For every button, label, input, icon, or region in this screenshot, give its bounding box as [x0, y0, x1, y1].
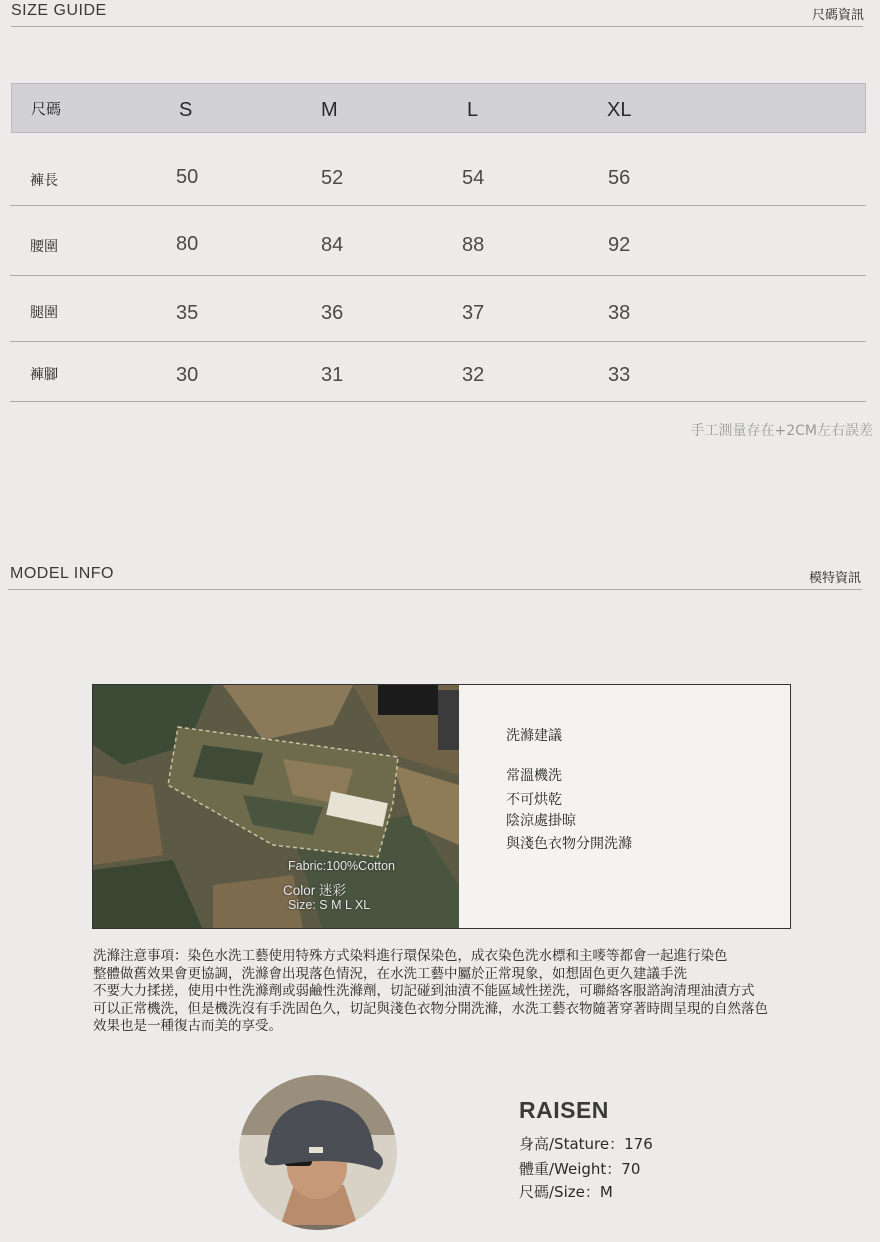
row-label-waist: 腰圍 [30, 239, 58, 255]
wash-guide-box [92, 684, 791, 929]
model-size: 尺碼/Size：M [519, 1183, 613, 1201]
header-size-m: M [321, 99, 338, 121]
table-cell: 37 [462, 302, 485, 324]
row-divider [10, 341, 866, 342]
care-line: 效果也是一種復古而美的享受。 [93, 1018, 282, 1034]
size-guide-title: SIZE GUIDE [11, 2, 107, 19]
table-cell: 54 [462, 167, 485, 189]
color-label: Color 迷彩 [283, 883, 347, 898]
wash-item: 常溫機洗 [506, 768, 562, 784]
table-cell: 50 [176, 166, 199, 188]
table-cell: 56 [608, 167, 631, 189]
fabric-label: Fabric:100%Cotton [288, 859, 396, 873]
table-cell: 52 [321, 167, 344, 189]
model-avatar [239, 1075, 397, 1230]
model-info-title-cn: 模特資訊 [808, 571, 861, 586]
table-cell: 33 [608, 364, 631, 386]
size-table-header [11, 83, 866, 133]
row-divider [10, 275, 866, 276]
wash-item: 不可烘乾 [506, 792, 562, 808]
table-cell: 35 [176, 302, 199, 324]
table-cell: 31 [321, 364, 344, 386]
model-info-title: MODEL INFO [10, 565, 114, 582]
header-size-label: 尺碼 [31, 100, 62, 118]
wash-item: 陰涼處掛晾 [506, 813, 576, 829]
row-label-leg-opening: 褲腳 [30, 367, 58, 383]
care-line: 整體做舊效果會更協調，洗滌會出現落色情況，在水洗工藝中屬於正常現象，如想固色更久建議手洗 [93, 965, 687, 982]
table-cell: 84 [321, 234, 344, 256]
table-cell: 92 [608, 234, 631, 256]
size-range-label: Size: S M L XL [288, 898, 371, 912]
care-line: 可以正常機洗，但是機洗沒有手洗固色久，切記與淺色衣物分開洗滌，水洗工藝衣物隨著穿著時間呈現的自然落色 [93, 1000, 768, 1017]
table-cell: 36 [321, 302, 344, 324]
table-cell: 80 [176, 233, 199, 255]
wash-item: 與淺色衣物分開洗滌 [506, 836, 632, 852]
camo-pants-image [93, 685, 459, 929]
wash-title: 洗滌建議 [506, 728, 562, 744]
row-divider [10, 205, 866, 206]
size-guide-divider [11, 26, 863, 27]
row-divider [10, 401, 866, 402]
measurement-note: 手工測量存在+2CM左右誤差 [690, 423, 873, 439]
header-size-xl: XL [607, 99, 632, 121]
care-line: 不要大力揉搓，使用中性洗滌劑或弱鹼性洗滌劑，切記碰到油漬不能區域性搓洗，可聯絡客服諮詢清理油漬方式 [93, 983, 755, 999]
header-size-l: L [467, 99, 479, 121]
model-stature: 身高/Stature：176 [519, 1135, 653, 1153]
table-cell: 88 [462, 234, 485, 256]
model-info-divider [8, 589, 862, 590]
care-instructions [93, 948, 853, 1036]
table-cell: 32 [462, 364, 485, 386]
care-line: 洗滌注意事項：染色水洗工藝使用特殊方式染料進行環保染色，成衣染色洗水標和主嘜等都會一起進行染色 [93, 948, 728, 964]
model-name: RAISEN [519, 1097, 609, 1123]
size-guide-title-cn: 尺碼資訊 [811, 8, 864, 23]
row-label-length: 褲長 [30, 173, 58, 189]
table-cell: 38 [608, 302, 631, 324]
header-size-s: S [179, 99, 193, 121]
model-weight: 體重/Weight：70 [519, 1160, 641, 1178]
row-label-thigh: 腿圍 [30, 305, 58, 321]
table-cell: 30 [176, 364, 199, 386]
